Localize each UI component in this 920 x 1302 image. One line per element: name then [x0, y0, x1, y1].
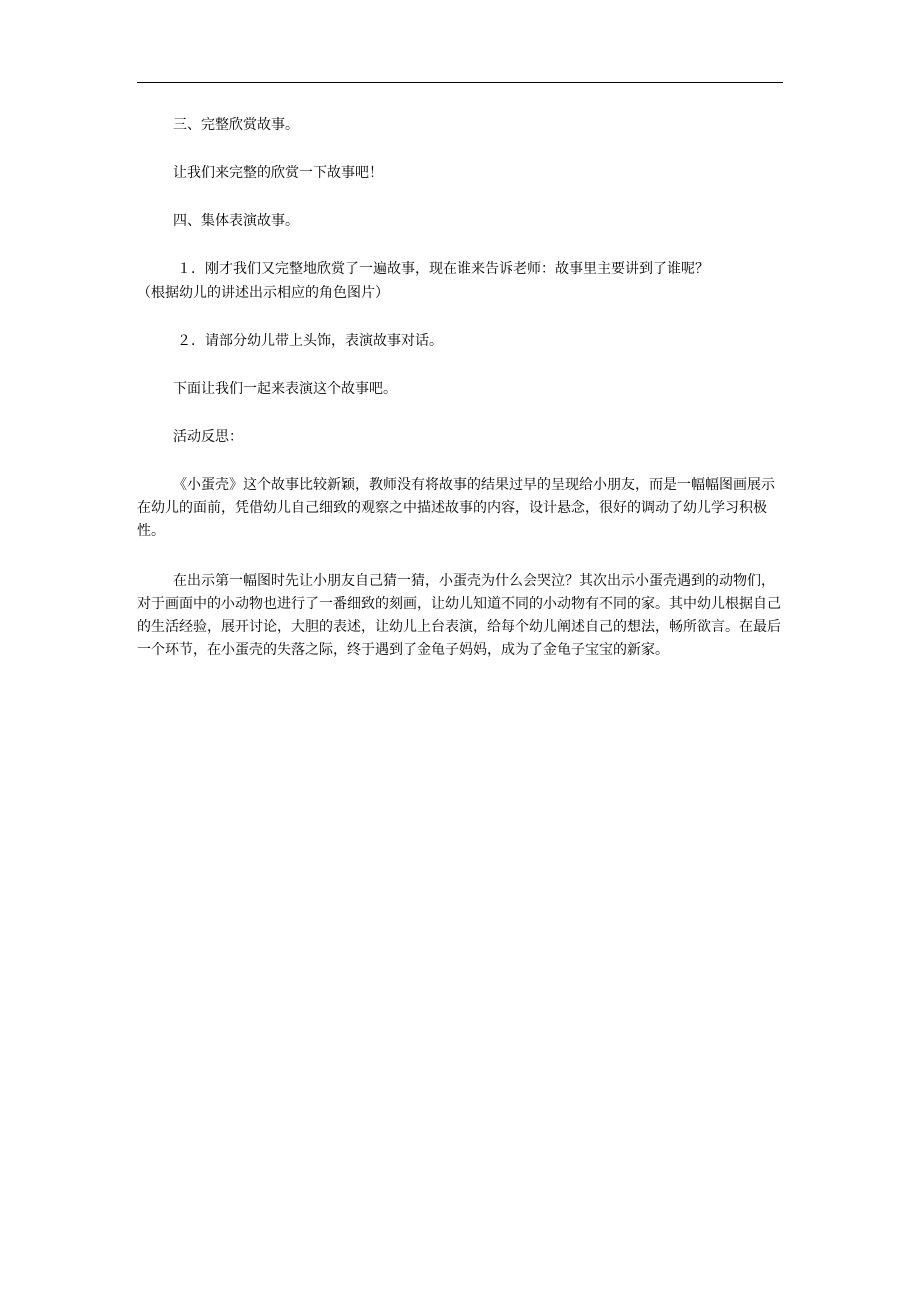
section-3-text: 让我们来完整的欣赏一下故事吧！	[173, 165, 383, 181]
section-4-item-1-line-2: （根据幼儿的讲述出示相应的角色图片）	[137, 285, 389, 301]
section-4-item-2: ２．请部分幼儿带上头饰，表演故事对话。	[177, 333, 443, 349]
section-4-text: 下面让我们一起来表演这个故事吧。	[173, 381, 397, 397]
section-3-heading: 三、完整欣赏故事。	[173, 117, 299, 133]
reflection-heading: 活动反思：	[173, 429, 243, 445]
section-4-heading: 四、集体表演故事。	[173, 213, 299, 229]
header-rule	[137, 82, 783, 83]
reflection-paragraph-2: 在出示第一幅图时先让小朋友自己猜一猜，小蛋壳为什么会哭泣？其次出示小蛋壳遇到的动物们，对于画面中的小动物也进行了一番细致的刻画，让幼儿知道不同的小动物有不同的家。其中幼儿根据自己的生活经验，展开讨论，大胆的表述，让幼儿上台表演，给每个幼儿阐述自己的想法，畅所欲言。在最后一个环节，在小蛋壳的失落之际，终于遇到了金龟子妈妈，成为了金龟子宝宝的新家。	[137, 573, 781, 658]
reflection-paragraph-1: 《小蛋壳》这个故事比较新颖，教师没有将故事的结果过早的呈现给小朋友，而是一幅幅图画展示在幼儿的面前，凭借幼儿自己细致的观察之中描述故事的内容，设计悬念，很好的调动了幼儿学习积极性。	[137, 477, 775, 539]
section-4-item-1-line-1: １．刚才我们又完整地欣赏了一遍故事，现在谁来告诉老师：故事里主要讲到了谁呢？	[177, 261, 709, 277]
